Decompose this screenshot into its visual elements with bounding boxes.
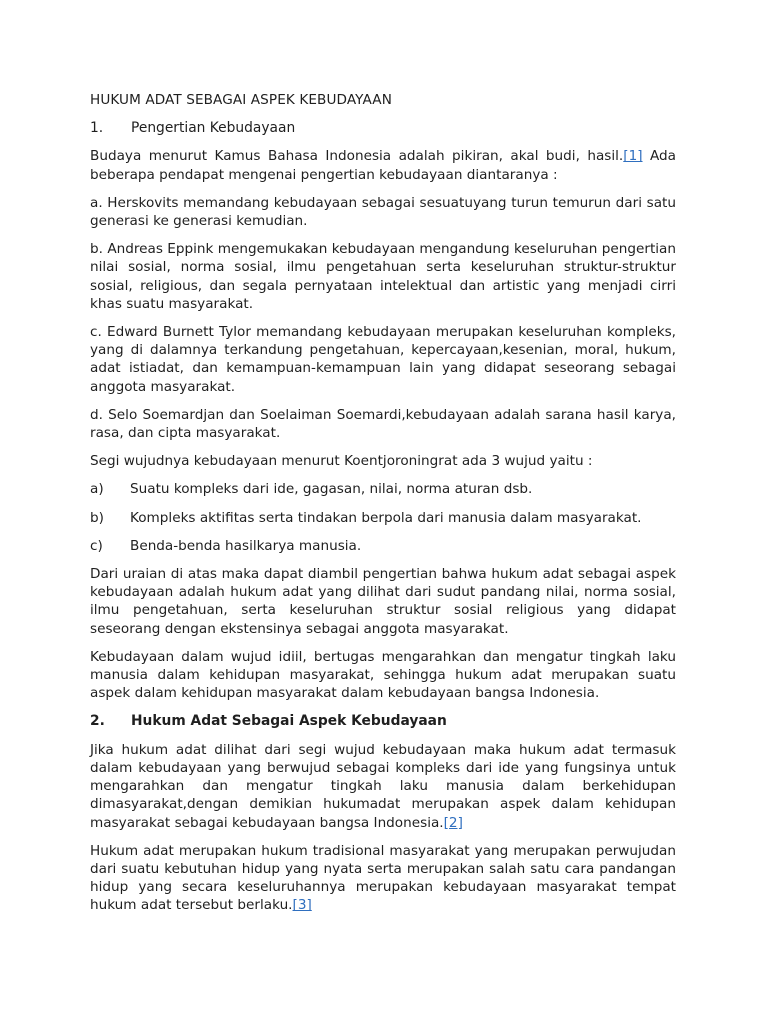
list-text: Benda-benda hasilkarya manusia. [130,537,362,554]
paragraph-uraian: Dari uraian di atas maka dapat diambil pengertian bahwa hukum adat sebagai aspek kebudayaan adalah hukum adat yang dilihat dari sudut pandang nilai, norma sosial, ilmu pengetahuan, serta keseluruhan struktur sosial religious yang didapat seseorang dengan ekstensinya sebagai anggota masyarakat. [90,566,676,637]
list-text: Kompleks aktifitas serta tindakan berpola dari manusia dalam masyarakat. [130,509,642,526]
list-item [90,537,676,555]
section-2-heading [90,712,676,730]
section-2-title: Hukum Adat Sebagai Aspek Kebudayaan [131,713,447,730]
paragraph-jika-text: Jika hukum adat dilihat dari segi wujud kebudayaan maka hukum adat termasuk dalam kebudayaan yang berwujud sebagai kompleks dari ide yang fungsinya untuk mengarahkan dan mengatur tingkah laku manusia dalam berkehidupan dimasyarakat,dengan demikian hukumadat merupakan aspek dalam kehidupan masyarakat sebagai kebudayaan bangsa Indonesia. [90,741,676,831]
paragraph-hukum-text: Hukum adat merupakan hukum tradisional masyarakat yang merupakan perwujudan dari suatu kebutuhan hidup yang nyata serta merupakan salah satu cara pandangan hidup yang secara keseluruhannya merupakan kebudayaan masyarakat tempat hukum adat tersebut berlaku. [90,842,676,914]
paragraph-tylor: c. Edward Burnett Tylor memandang kebudayaan merupakan keseluruhan kompleks, yang di dalamnya terkandung pengetahuan, kepercayaan,kesenian, moral, hukum, adat istiadat, dan kemampuan-kemampuan lain yang didapat seseorang sebagai anggota masyarakat. [90,324,676,395]
footnote-link-3[interactable]: [3] [292,897,312,914]
section-1-title: Pengertian Kebudayaan [131,120,296,137]
paragraph-budaya [90,147,676,183]
list-item [90,480,676,498]
section-2-number: 2. [90,713,105,730]
section-1-heading [90,119,676,137]
paragraph-eppink: b. Andreas Eppink mengemukakan kebudayaan mengandung keseluruhan pengertian nilai sosial, norma sosial, ilmu pengetahuan serta keseluruhan struktur-struktur sosial, religious, dan segala pernyataan intelektual dan artistic yang menjadi cirri khas suatu masyarakat. [90,241,676,312]
paragraph-jika-hukum-adat [90,741,676,832]
list-item [90,509,676,527]
section-1-number: 1. [90,120,104,137]
paragraph-segi-wujud: Segi wujudnya kebudayaan menurut Koentjoroningrat ada 3 wujud yaitu : [90,453,593,470]
paragraph-budaya-text: Budaya menurut Kamus Bahasa Indonesia adalah pikiran, akal budi, hasil. [90,148,624,165]
document-title: HUKUM ADAT SEBAGAI ASPEK KEBUDAYAAN [90,92,392,108]
document-page [90,91,676,925]
footnote-link-1[interactable]: [1] [623,148,643,165]
list-marker: b) [90,509,104,526]
paragraph-budaya-tail: Ada beberapa pendapat mengenai pengertian kebudayaan diantaranya : [90,148,676,183]
list-text: Suatu kompleks dari ide, gagasan, nilai, norma aturan dsb. [130,481,533,498]
paragraph-wujud-idiil: Kebudayaan dalam wujud idiil, bertugas mengarahkan dan mengatur tingkah laku manusia dalam kehidupan masyarakat, sehingga hukum adat merupakan suatu aspek dalam kehidupan masyarakat dalam kebudayaan bangsa Indonesia. [90,648,676,702]
paragraph-herskovits: a. Herskovits memandang kebudayaan sebagai sesuatuyang turun temurun dari satu generasi ke generasi kemudian. [90,194,676,230]
list-marker: c) [90,537,103,554]
paragraph-soemardjan: d. Selo Soemardjan dan Soelaiman Soemardi,kebudayaan adalah sarana hasil karya, rasa, dan cipta masyarakat. [90,406,676,442]
paragraph-hukum-tradisional [90,842,676,915]
footnote-link-2[interactable]: [2] [443,814,463,831]
list-marker: a) [90,481,104,498]
